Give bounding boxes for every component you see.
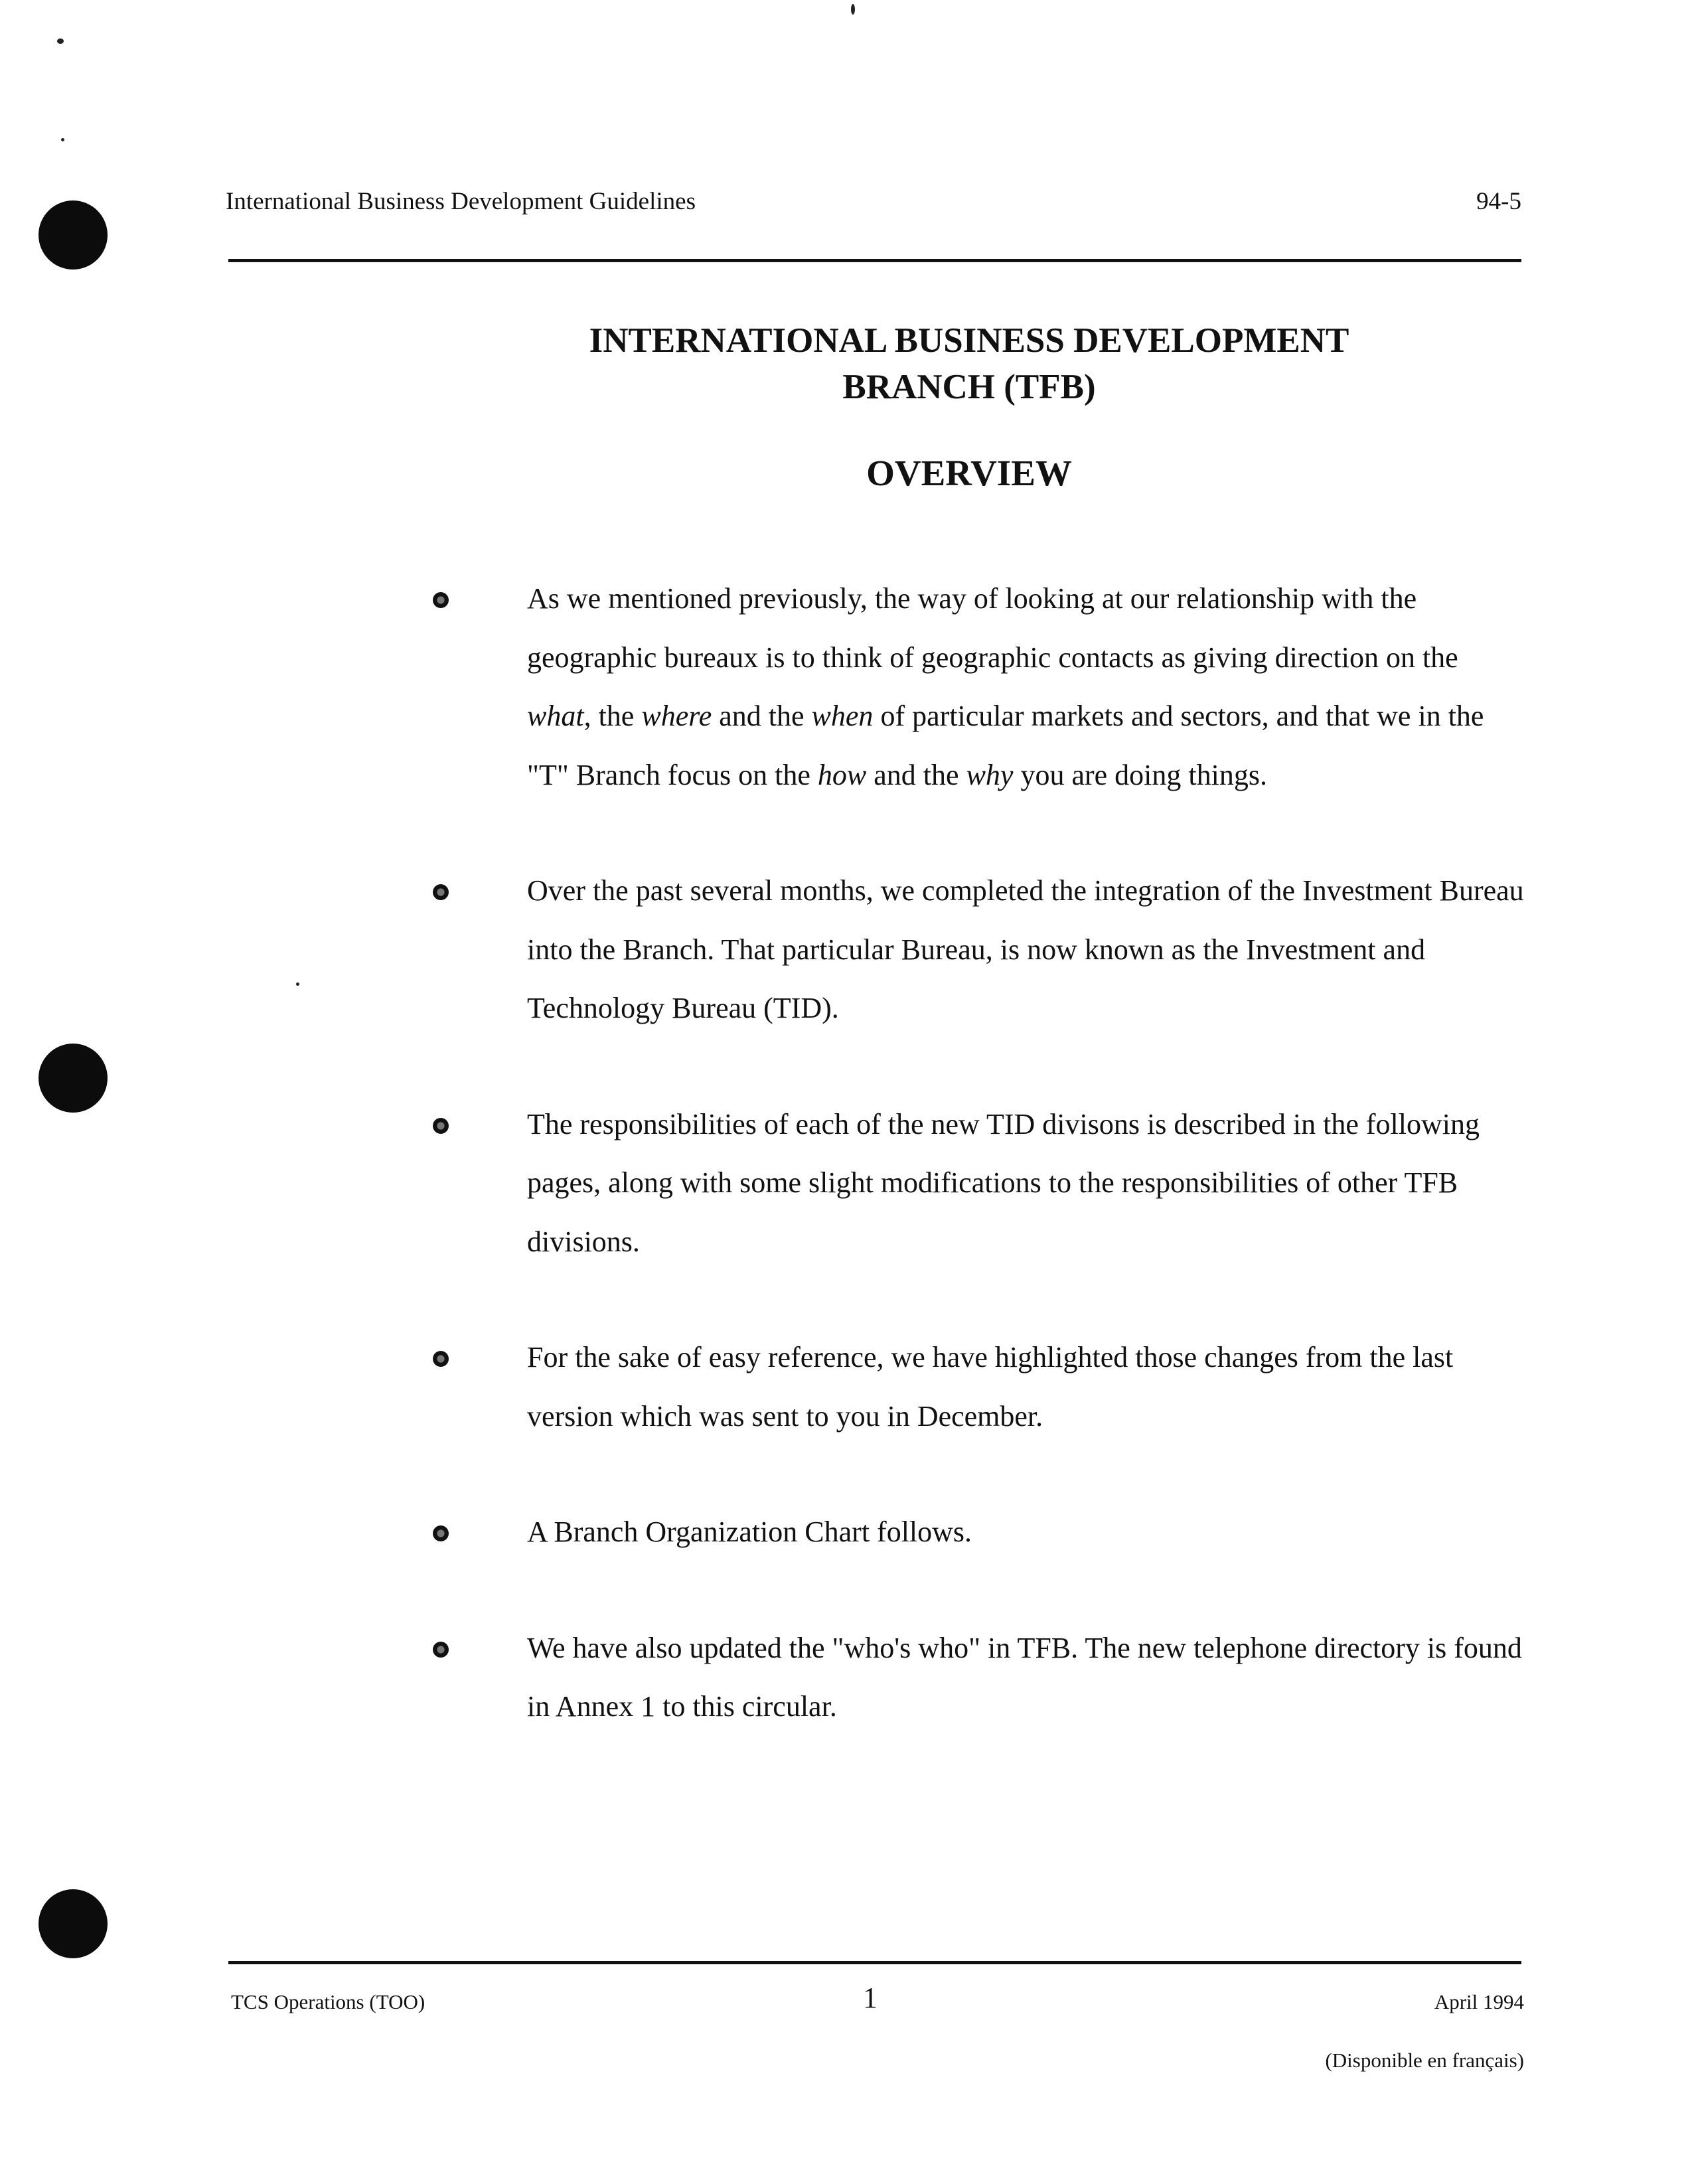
text-run: The responsibilities of each of the new TID divisons is described in the following pages, along with some slight modifications to the responsibilities of other TFB divisions. [527, 1107, 1480, 1258]
footer-date: April 1994 [1434, 1990, 1524, 2013]
scan-speck [61, 138, 64, 141]
page-title-line-1: INTERNATIONAL BUSINESS DEVELOPMENT [589, 321, 1349, 360]
bullet-item [425, 1095, 1527, 1272]
emphasis-text: when [811, 700, 874, 732]
bullet-text [527, 582, 1484, 791]
bullet-text [527, 1632, 1522, 1723]
bullet-icon [433, 1525, 449, 1541]
text-run: A Branch Organization Chart follows. [527, 1516, 972, 1548]
page-title-line-2: BRANCH (TFB) [842, 368, 1096, 406]
header-rule [228, 259, 1521, 262]
bullet-item [425, 1503, 1527, 1562]
bullet-item [425, 570, 1527, 805]
emphasis-text: what [527, 700, 584, 732]
punch-hole-top [38, 200, 108, 270]
bullet-icon [433, 1351, 449, 1367]
bullet-text [527, 874, 1524, 1024]
page-number: 1 [863, 1982, 878, 2014]
emphasis-text: where [641, 700, 712, 732]
bullet-list [425, 570, 1527, 1737]
section-heading: OVERVIEW [866, 453, 1072, 493]
scan-speck [851, 4, 855, 15]
text-run: of particular markets and sectors, and that we in the "T" Branch focus on the [527, 700, 1484, 791]
text-run: Over the past several months, we completed the integration of the Investment Bureau into the Branch. That particular Bureau, is now known as the Investment and Technology Bureau (TID). [527, 874, 1524, 1024]
document-number: 94-5 [1476, 188, 1521, 215]
bullet-icon [433, 1642, 449, 1658]
page-title [438, 317, 1500, 410]
bullet-item [425, 862, 1527, 1038]
bullet-icon [433, 884, 449, 900]
bullet-item [425, 1619, 1527, 1737]
punch-hole-middle [38, 1044, 108, 1113]
text-run: As we mentioned previously, the way of looking at our relationship with the geographic bureaux is to think of geographic contacts as giving direction on the [527, 582, 1458, 674]
emphasis-text: how [817, 758, 867, 791]
scan-speck [296, 982, 299, 986]
text-run: , the [583, 700, 642, 732]
punch-hole-bottom [38, 1889, 108, 1958]
emphasis-text: why [966, 758, 1014, 791]
bullet-item [425, 1328, 1527, 1446]
running-header-title: International Business Development Guidelines [226, 188, 696, 215]
language-note: (Disponible en français) [1325, 2049, 1524, 2072]
text-run: you are doing things. [1013, 758, 1267, 791]
bullet-text [527, 1341, 1453, 1433]
bullet-text [527, 1108, 1480, 1258]
bullet-icon [433, 1118, 449, 1134]
bullet-icon [433, 592, 449, 608]
text-run: and the [712, 700, 812, 732]
footer-office: TCS Operations (TOO) [231, 1990, 425, 2013]
text-run: We have also updated the "who's who" in TFB. The new telephone directory is found in Annex 1 to this circular. [527, 1631, 1522, 1723]
scan-speck [57, 39, 64, 44]
bullet-text [527, 1516, 972, 1548]
footer-rule [228, 1961, 1521, 1964]
text-run: For the sake of easy reference, we have highlighted those changes from the last version which was sent to you in December. [527, 1341, 1454, 1433]
text-run: and the [866, 758, 966, 791]
